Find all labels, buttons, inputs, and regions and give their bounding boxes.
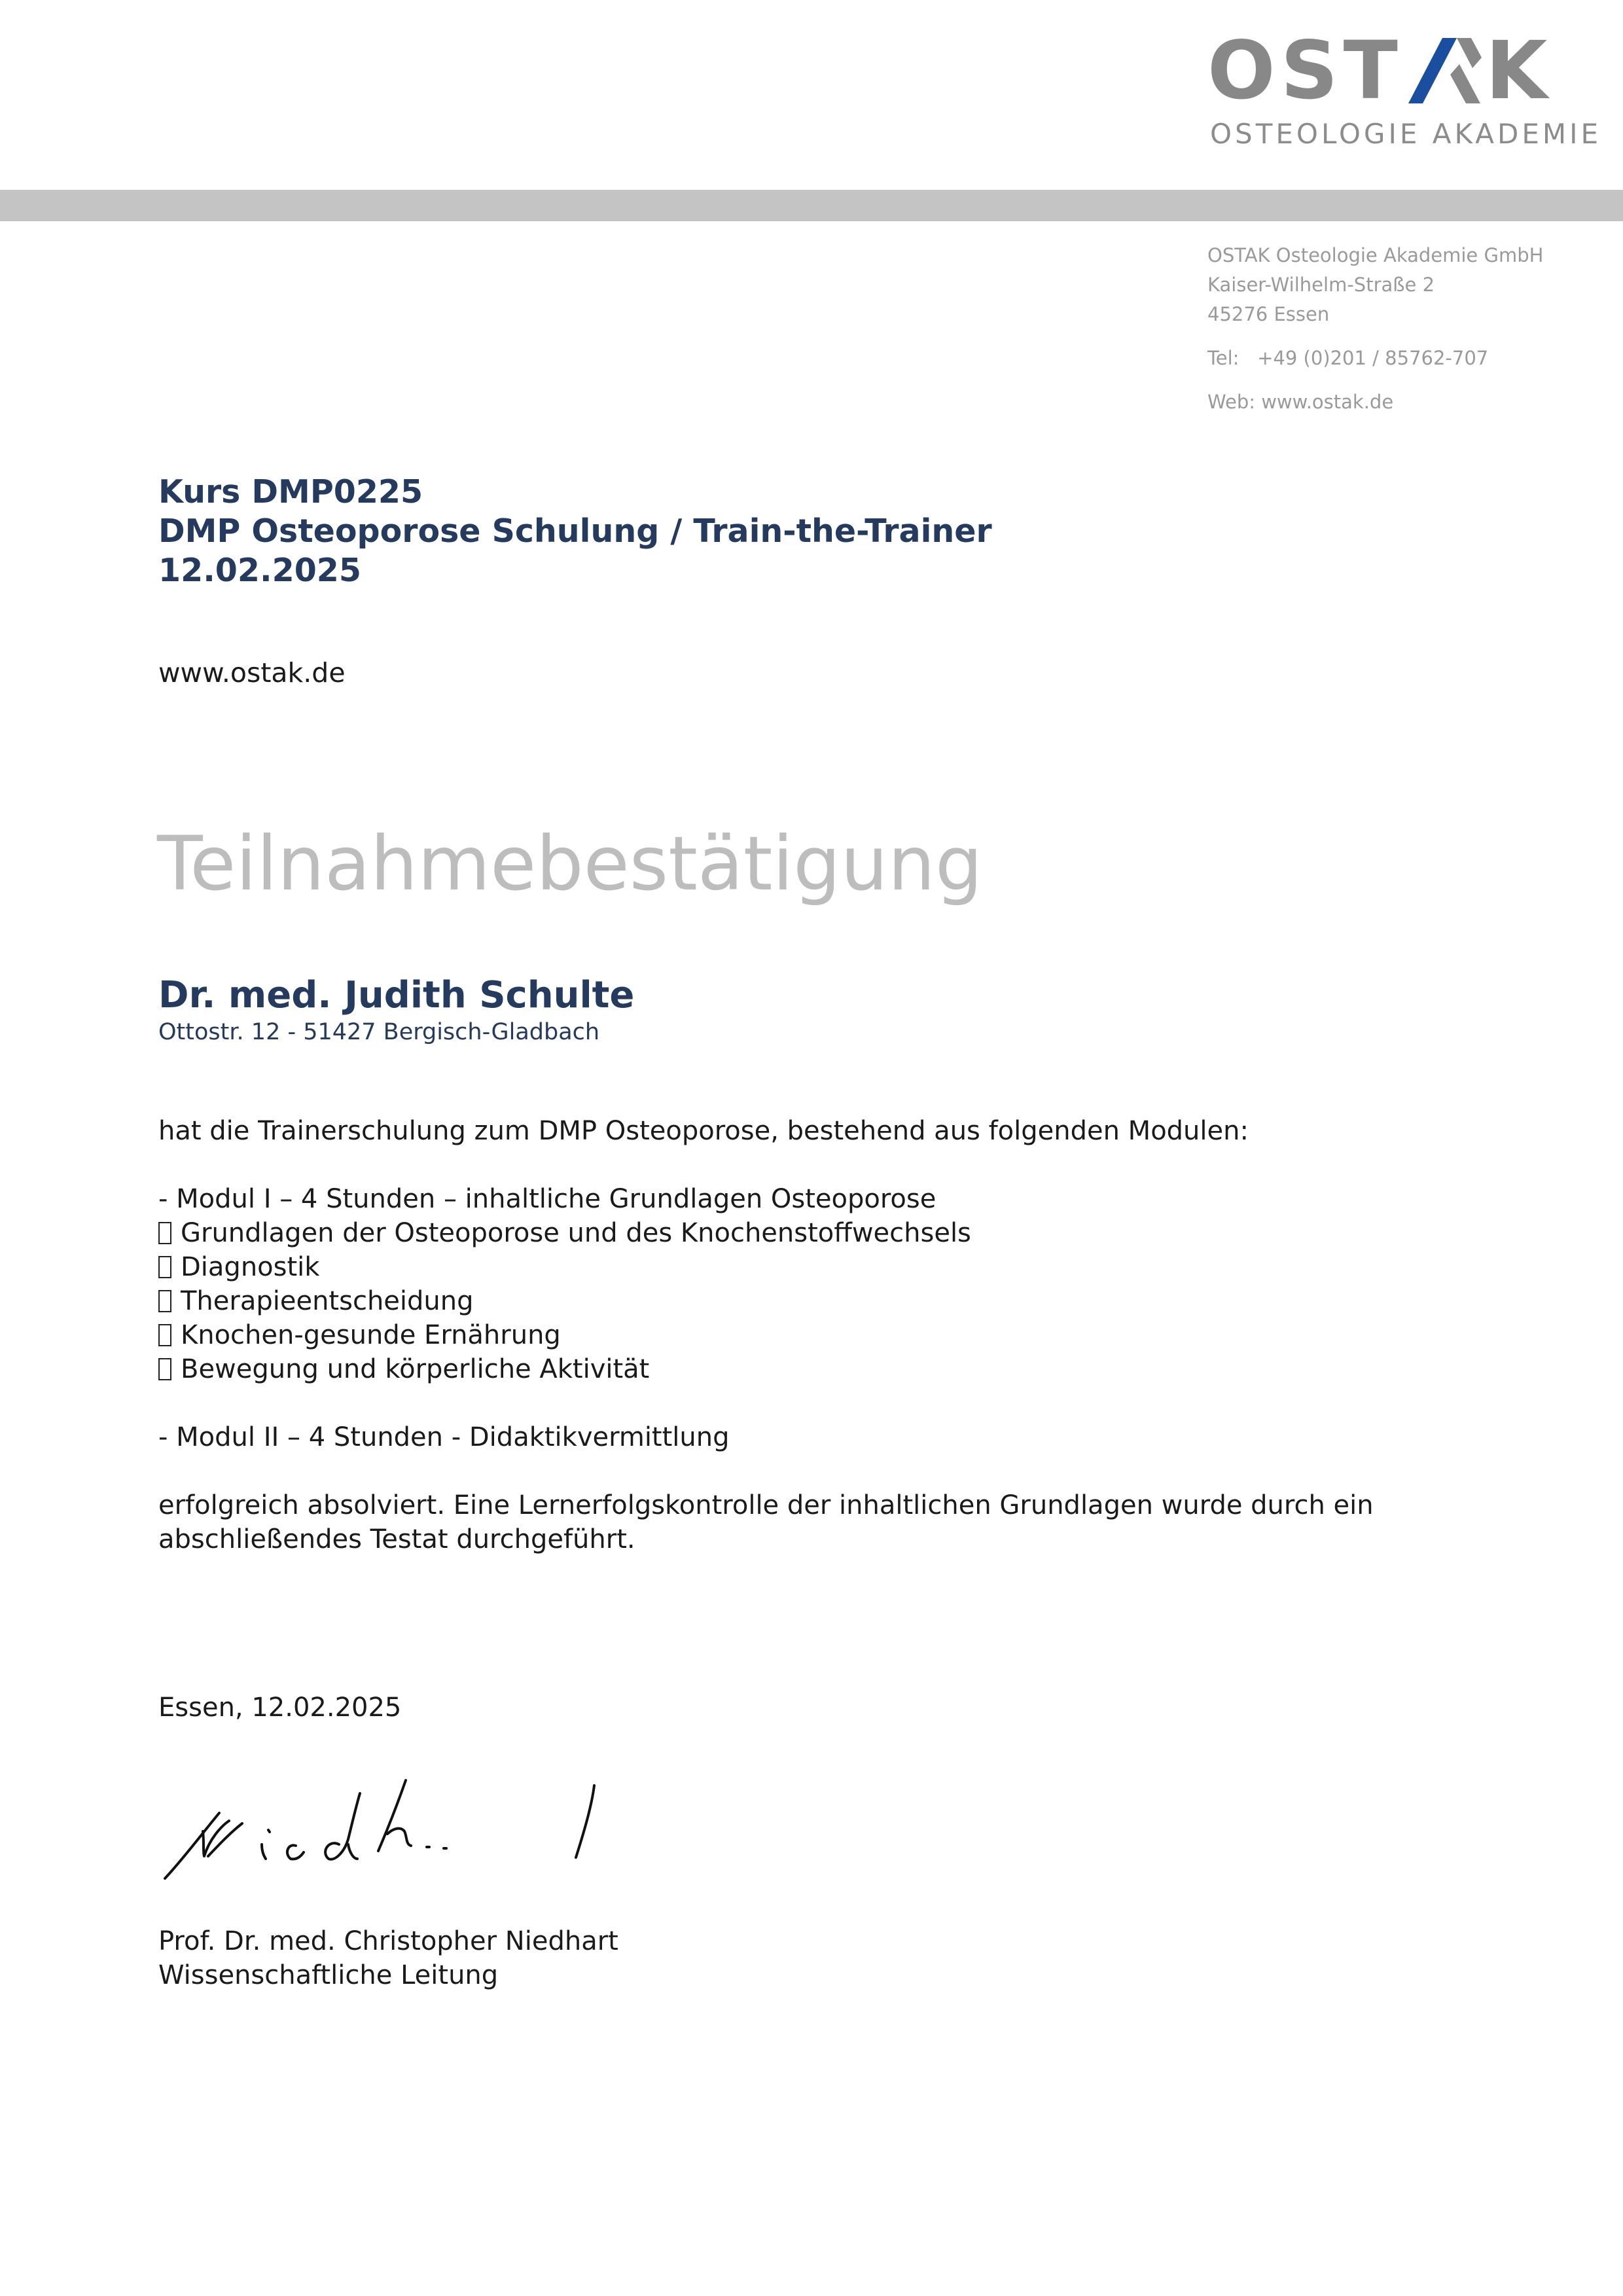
recipient-name: Dr. med. Judith Schulte bbox=[158, 974, 635, 1016]
list-item: Bewegung und körperliche Aktivität bbox=[158, 1352, 1500, 1386]
signer-block bbox=[158, 1924, 618, 1992]
body-closing: erfolgreich absolviert. Eine Lernerfolgskontrolle der inhaltlichen Grundlagen wurde durch ein abschließendes Testat durchgeführt. bbox=[158, 1490, 1374, 1554]
course-date: 12.02.2025 bbox=[158, 552, 361, 589]
module-2-heading: - Modul II – 4 Stunden - Didaktikvermittlung bbox=[158, 1422, 730, 1452]
sender-street: Kaiser-Wilhelm-Straße 2 bbox=[1207, 274, 1435, 296]
bullet-box-icon bbox=[158, 1324, 171, 1346]
logo-subtitle: OSTEOLOGIE AKADEMIE bbox=[1210, 118, 1602, 150]
header-band bbox=[0, 190, 1623, 221]
logo-word-left: OST bbox=[1207, 24, 1403, 117]
logo-wordmark bbox=[1207, 24, 1553, 117]
bullet-box-icon bbox=[158, 1222, 171, 1244]
signer-name: Prof. Dr. med. Christopher Niedhart bbox=[158, 1926, 618, 1956]
document-title: Teilnahmebestätigung bbox=[157, 820, 983, 907]
module-1-heading: - Modul I – 4 Stunden – inhaltliche Grundlagen Osteoporose bbox=[158, 1184, 936, 1214]
logo-word-right: K bbox=[1485, 24, 1553, 117]
sender-address bbox=[1207, 241, 1543, 417]
signature-icon bbox=[157, 1761, 628, 1885]
course-code: Kurs DMP0225 bbox=[158, 473, 423, 511]
course-name: DMP Osteoporose Schulung / Train-the-Trainer bbox=[158, 512, 992, 550]
sender-company: OSTAK Osteologie Akademie GmbH bbox=[1207, 244, 1544, 266]
sender-tel: Tel: +49 (0)201 / 85762-707 bbox=[1207, 347, 1489, 369]
bullet-box-icon bbox=[158, 1256, 171, 1278]
recipient-address: Ottostr. 12 - 51427 Bergisch-Gladbach bbox=[158, 1019, 600, 1045]
sender-city: 45276 Essen bbox=[1207, 303, 1330, 325]
body-intro: hat die Trainerschulung zum DMP Osteoporose, bestehend aus folgenden Modulen: bbox=[158, 1116, 1249, 1146]
bullet-box-icon bbox=[158, 1358, 171, 1380]
signer-role: Wissenschaftliche Leitung bbox=[158, 1960, 499, 1990]
certificate-body bbox=[158, 1114, 1500, 1556]
list-item: Knochen-gesunde Ernährung bbox=[158, 1318, 1500, 1352]
list-item: Therapieentscheidung bbox=[158, 1284, 1500, 1318]
sender-web: Web: www.ostak.de bbox=[1207, 391, 1394, 413]
bullet-box-icon bbox=[158, 1290, 171, 1312]
website-link[interactable]: www.ostak.de bbox=[158, 657, 346, 689]
logo-a-mark-icon bbox=[1404, 38, 1482, 103]
list-item: Grundlagen der Osteoporose und des Knochenstoffwechsels bbox=[158, 1216, 1500, 1250]
list-item: Diagnostik bbox=[158, 1250, 1500, 1284]
ostak-logo bbox=[1207, 24, 1602, 156]
place-date: Essen, 12.02.2025 bbox=[158, 1693, 402, 1723]
course-header bbox=[158, 473, 992, 590]
